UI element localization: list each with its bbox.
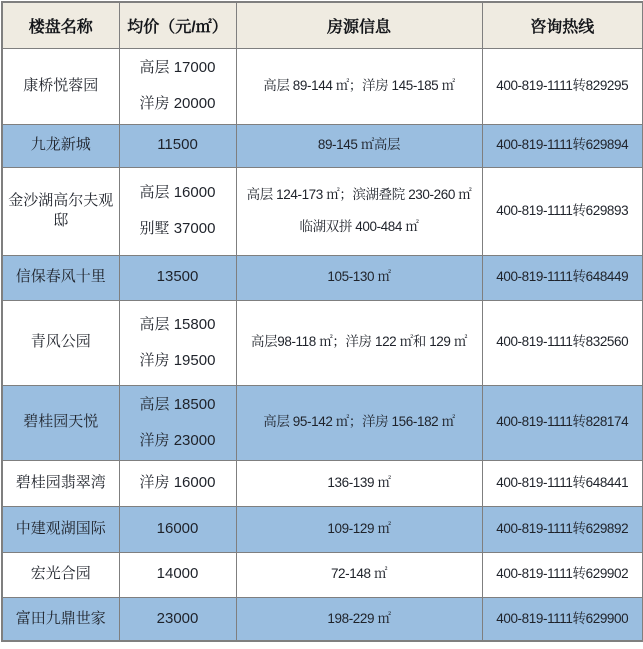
avg-price-cell xyxy=(119,385,236,460)
avg-price-cell xyxy=(119,167,236,255)
price-line: 别墅 37000 xyxy=(139,220,216,237)
property-name-cell xyxy=(2,48,119,124)
table-row xyxy=(2,300,643,385)
avg-price-cell xyxy=(119,48,236,124)
hotline-cell xyxy=(482,255,643,300)
price-line: 高层 16000 xyxy=(139,184,216,201)
table-body xyxy=(2,48,643,641)
hotline-number: 400-819-1111转629892 xyxy=(496,520,629,536)
price-line: 14000 xyxy=(156,565,199,583)
avg-price-cell xyxy=(119,460,236,506)
table-row xyxy=(2,48,643,124)
property-name: 九龙新城 xyxy=(30,136,91,154)
hotline-cell xyxy=(482,48,643,124)
info-line: 高层 95-142 ㎡；洋房 156-182 ㎡ xyxy=(263,414,455,430)
hotline-number: 400-819-1111转832560 xyxy=(496,334,629,350)
info-line: 临湖双拼 400-484 ㎡ xyxy=(299,219,419,234)
real-estate-listings-table xyxy=(1,1,643,642)
table-row xyxy=(2,506,643,552)
hotline-cell xyxy=(482,385,643,460)
info-line: 高层 89-144 ㎡；洋房 145-185 ㎡ xyxy=(263,77,455,93)
info-line: 105-130 ㎡ xyxy=(327,269,391,285)
table-row xyxy=(2,255,643,300)
hotline-cell xyxy=(482,300,643,385)
avg-price-cell xyxy=(119,597,236,641)
hotline-number: 400-819-1111转629902 xyxy=(496,566,629,582)
hotline-cell xyxy=(482,460,643,506)
avg-price-cell xyxy=(119,506,236,552)
hotline-number: 400-819-1111转648449 xyxy=(496,269,629,285)
avg-price-cell xyxy=(119,124,236,167)
price-line: 洋房 16000 xyxy=(139,473,216,491)
hotline-cell xyxy=(482,597,643,641)
table-row xyxy=(2,124,643,167)
property-name: 碧桂园天悦 xyxy=(23,413,99,431)
info-line: 高层98-118 ㎡；洋房 122 ㎡和 129 ㎡ xyxy=(251,334,467,350)
hotline-number: 400-819-1111转629900 xyxy=(496,610,629,626)
price-line: 高层 17000 xyxy=(139,59,216,76)
hotline-cell xyxy=(482,124,643,167)
price-line: 高层 18500 xyxy=(139,395,216,413)
column-header-hotline: 咨询热线 xyxy=(482,2,643,48)
property-name: 富田九鼎世家 xyxy=(15,609,106,627)
listing-info-cell xyxy=(236,255,482,300)
price-line: 13500 xyxy=(156,268,199,286)
info-line: 72-148 ㎡ xyxy=(330,566,388,582)
price-line: 高层 15800 xyxy=(139,315,216,333)
hotline-cell xyxy=(482,167,643,255)
table-row xyxy=(2,552,643,597)
listing-info-cell xyxy=(236,597,482,641)
property-name: 金沙湖高尔夫观邸 xyxy=(8,191,114,229)
column-header-price: 均价（元/㎡） xyxy=(119,2,236,48)
hotline-number: 400-819-1111转629894 xyxy=(496,137,629,153)
property-name-cell xyxy=(2,506,119,552)
listing-info-cell xyxy=(236,167,482,255)
property-name: 康桥悦蓉园 xyxy=(23,76,99,94)
property-name: 信保春风十里 xyxy=(15,268,106,286)
price-line: 23000 xyxy=(156,609,199,627)
property-name-cell xyxy=(2,460,119,506)
hotline-number: 400-819-1111转828174 xyxy=(496,414,629,430)
property-name: 中建观湖国际 xyxy=(15,519,106,537)
column-header-info: 房源信息 xyxy=(236,2,482,48)
property-name: 宏光合园 xyxy=(30,565,91,583)
property-name-cell xyxy=(2,167,119,255)
info-line: 89-145 ㎡高层 xyxy=(317,137,401,153)
listing-info-cell xyxy=(236,460,482,506)
hotline-cell xyxy=(482,506,643,552)
property-name-cell xyxy=(2,255,119,300)
listing-info-cell xyxy=(236,300,482,385)
table-row xyxy=(2,460,643,506)
price-line: 洋房 23000 xyxy=(139,431,216,449)
property-name-cell xyxy=(2,124,119,167)
header-row xyxy=(2,2,643,48)
avg-price-cell xyxy=(119,255,236,300)
price-line: 16000 xyxy=(156,519,199,537)
price-line: 洋房 20000 xyxy=(139,95,216,112)
property-name-cell xyxy=(2,552,119,597)
property-name-cell xyxy=(2,300,119,385)
listing-info-cell xyxy=(236,385,482,460)
property-name-cell xyxy=(2,597,119,641)
property-name: 碧桂园翡翠湾 xyxy=(15,473,106,491)
table-row xyxy=(2,385,643,460)
hotline-number: 400-819-1111转648441 xyxy=(496,474,629,490)
avg-price-cell xyxy=(119,552,236,597)
property-name: 青风公园 xyxy=(30,333,91,351)
hotline-cell xyxy=(482,552,643,597)
property-name-cell xyxy=(2,385,119,460)
info-line: 109-129 ㎡ xyxy=(327,520,391,536)
hotline-number: 400-819-1111转829295 xyxy=(496,77,629,93)
table-row xyxy=(2,597,643,641)
listing-info-cell xyxy=(236,506,482,552)
table-header xyxy=(2,2,643,48)
price-line: 11500 xyxy=(157,136,198,154)
listing-info-cell xyxy=(236,552,482,597)
price-line: 洋房 19500 xyxy=(139,351,216,369)
table-row xyxy=(2,167,643,255)
listing-info-cell xyxy=(236,48,482,124)
info-line: 198-229 ㎡ xyxy=(327,610,391,626)
hotline-number: 400-819-1111转629893 xyxy=(496,202,629,218)
info-line: 高层 124-173 ㎡；滨湖叠院 230-260 ㎡ xyxy=(246,186,472,202)
info-line: 136-139 ㎡ xyxy=(327,474,391,490)
avg-price-cell xyxy=(119,300,236,385)
listing-info-cell xyxy=(236,124,482,167)
column-header-name: 楼盘名称 xyxy=(2,2,119,48)
